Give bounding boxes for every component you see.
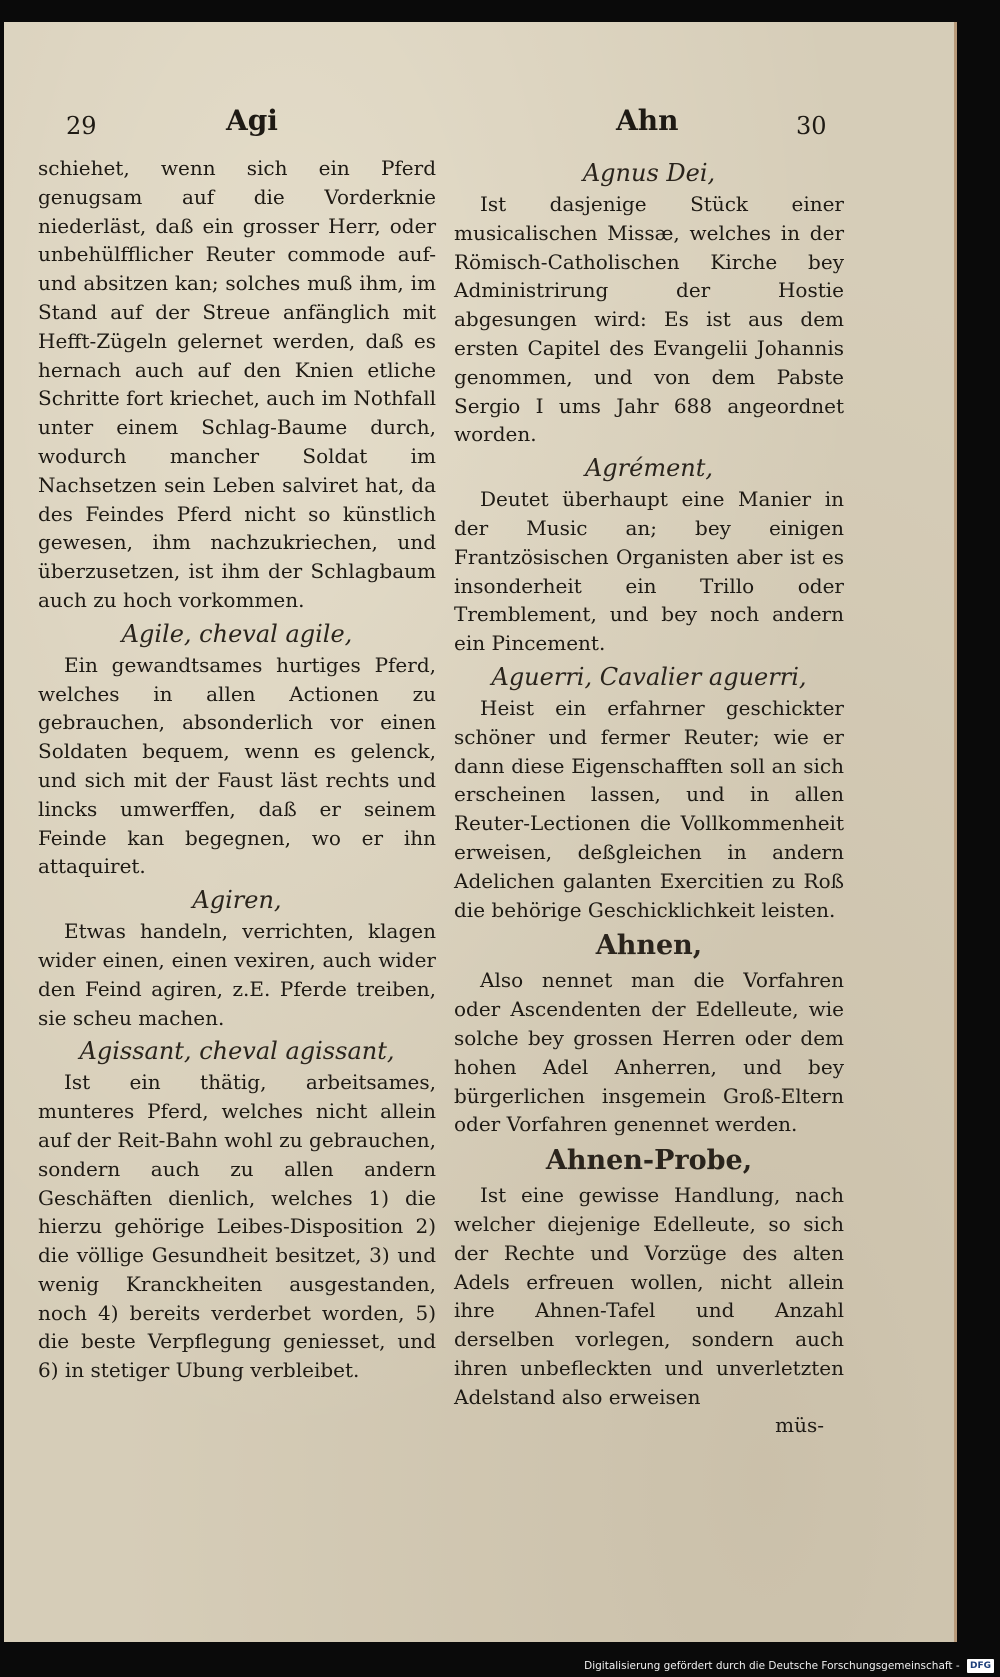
footer-credit: Digitalisierung gefördert durch die Deutsche Forschungsgemeinschaft -: [584, 1660, 960, 1672]
entry-title-agile: Agile, cheval agile,: [121, 619, 353, 648]
entry-body-aguerri: Heist ein erfahrner geschickter schöner und fermer Reuter; wie er dann diese Eigenschafften soll an sich erscheinen lassen, und in allen Reuter-Lectionen die Vollkommenheit erweisen, deßgleichen in andern Adelichen galanten Exercitien zu Roß die behörige Geschicklichkeit leisten.: [454, 695, 844, 922]
left-page-number: 29: [66, 112, 97, 140]
entry-body-agiren: Etwas handeln, verrichten, klagen wider einen, einen vexiren, auch wider den Feind agiren, z.E. Pferde treiben, sie scheu machen.: [38, 919, 436, 1030]
right-running-head: Ahn: [616, 104, 679, 137]
entry-body-ahnen: Also nennet man die Vorfahren oder Ascendenten der Edelleute, wie solche bey grossen Herren oder dem hohen Adel Anherren, und bey bürgerlichen insgemein Groß-Eltern oder Vorfahren genennet werden.: [454, 968, 844, 1137]
dfg-logo-badge: DFG: [967, 1659, 994, 1673]
right-page-number: 30: [796, 112, 827, 140]
digitization-footer: [0, 1655, 1000, 1677]
continuation-text: schiehet, wenn sich ein Pferd genugsam auf die Vorderknie niederläst, daß ein grosser Herr, oder unbehülfflicher Reuter commode auf- und absitzen kan; solches muß ihm, im Stand auf der Streue anfänglich mit Hefft-Zügeln gelernet werden, daß es hernach auch auf den Knien etliche Schritte fort kriechet, auch im Nothfall unter einem Schlag-Baume durch, wodurch mancher Soldat im Nachsetzen sein Leben salviret hat, da des Feindes Pferd nicht so künstlich gewesen, ihm nachzukriechen, und überzusetzen, ist ihm der Schlagbaum auch zu hoch vorkommen.: [38, 156, 436, 612]
entry-body-agnus-dei: Ist dasjenige Stück einer musicalischen Missæ, welches in der Römisch-Catholischen Kirche bey Administrirung der Hostie abgesungen wird: Es ist aus dem ersten Capitel des Evangelii Johannis genommen, und von dem Pabste Sergio I ums Jahr 688 angeordnet worden.: [454, 192, 844, 447]
entry-title-agiren: Agiren,: [192, 886, 282, 915]
entry-title-agissant: Agissant, cheval agissant,: [79, 1037, 395, 1066]
left-column: [38, 154, 436, 1385]
entry-title-ahnen: Ahnen,: [595, 930, 703, 962]
entry-body-ahnen-probe: Ist eine gewisse Handlung, nach welcher diejenige Edelleute, so sich der Rechte und Vorzüge des alten Adels erfreuen wollen, nicht allein ihre Ahnen-Tafel und Anzahl derselben vorlegen, sondern auch ihren unbefleckten und unverletzten Adelstand also erweisen: [454, 1183, 844, 1409]
entry-body-agissant: Ist ein thätig, arbeitsames, munteres Pferd, welches nicht allein auf der Reit-Bahn wohl zu gebrauchen, sondern auch zu allen andern Geschäften dienlich, welches 1) die hierzu gehörige Leibes-Disposition 2) die völlige Gesundheit besitzet, 3) und wenig Kranckheiten ausgestanden, noch 4) bereits verderbet worden, 5) die beste Verpflegung geniesset, und 6) in stetiger Ubung verbleibet.: [38, 1070, 436, 1383]
catchword: müs-: [775, 1413, 824, 1438]
scanned-book-page: [4, 22, 957, 1642]
entry-title-agrement: Agrément,: [584, 454, 714, 483]
entry-body-agile: Ein gewandtsames hurtiges Pferd, welches in allen Actionen zu gebrauchen, absonderlich vor einen Soldaten bequem, wenn es gelenck, und sich mit der Faust läst rechts und lincks umwerffen, daß er seinem Feinde kan begegnen, wo er ihn attaquiret.: [38, 652, 436, 879]
entry-body-agrement: Deutet überhaupt eine Manier in der Music an; bey einigen Frantzösischen Organisten aber ist es insonderheit ein Trillo oder Tremblement, und bey noch andern ein Pincement.: [454, 487, 844, 656]
left-running-head: Agi: [226, 104, 278, 137]
right-column: [454, 154, 844, 1440]
entry-title-aguerri: Aguerri, Cavalier aguerri,: [491, 662, 807, 691]
entry-title-agnus-dei: Agnus Dei,: [582, 159, 716, 187]
entry-title-ahnen-probe: Ahnen-Probe,: [545, 1145, 753, 1177]
